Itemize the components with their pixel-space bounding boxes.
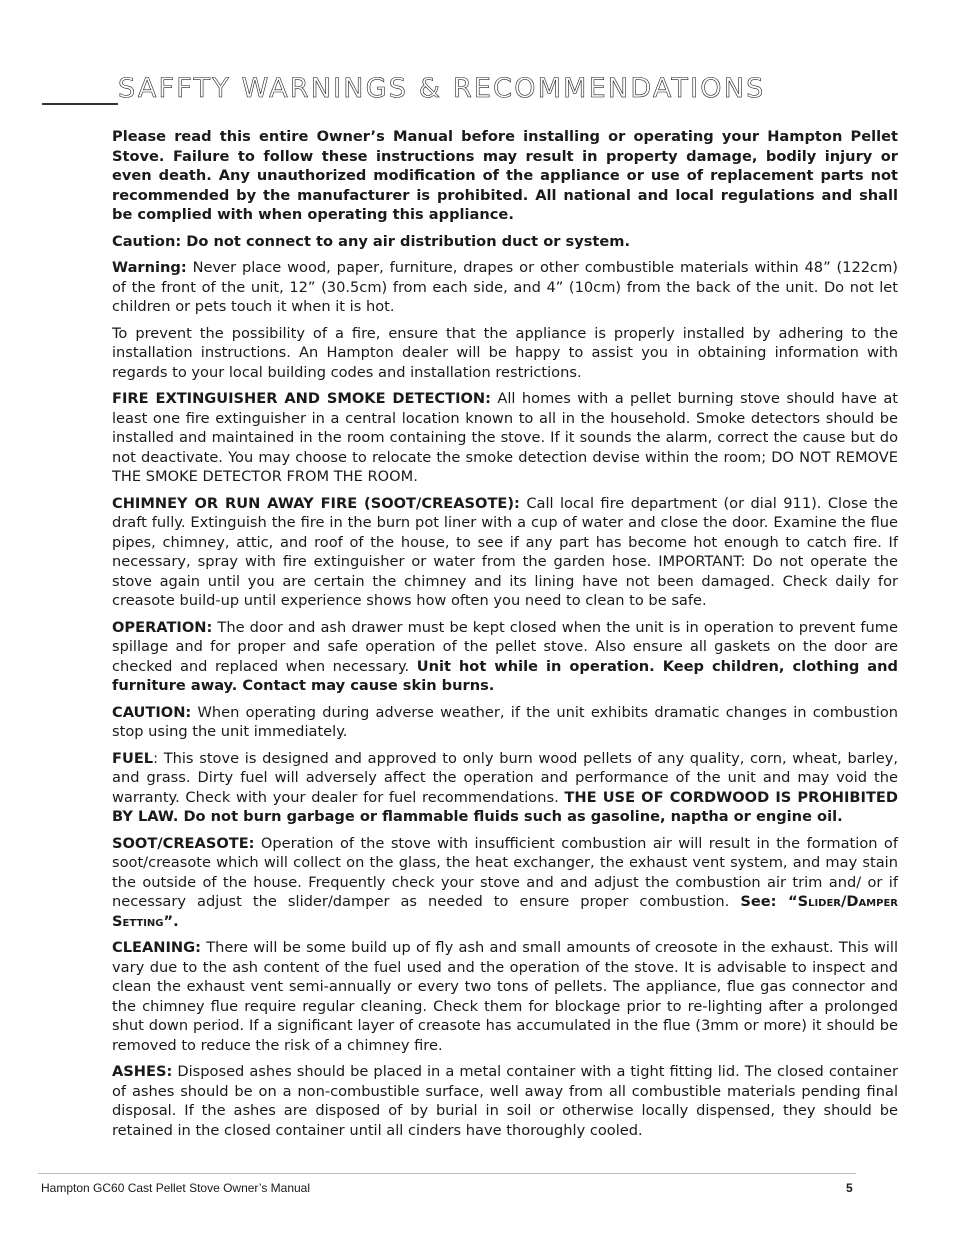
fuel-label: FUEL [112, 749, 154, 767]
fuel-text: : This stove is designed and approved to only burn wood pellets of any quality, corn, wheat, barley, and grass. Dirty fuel will adversely affect the operation and performance of the unit and may void the warranty. Check with your dealer for fuel recommendations. [112, 749, 898, 806]
fuel-bold-text: THE USE OF CORDWOOD IS PROHIBITED BY LAW. Do not burn garbage or flammable fluids such as gasoline, naptha or engine oil. [112, 788, 898, 825]
fire-extinguisher-label: FIRE EXTINGUISHER AND SMOKE DETECTION: [112, 390, 491, 407]
caution-weather-label: CAUTION: [112, 703, 192, 721]
soot-label: SOOT/CREASOTE: [112, 834, 255, 852]
chimney-paragraph [112, 494, 898, 611]
operation-label: OPERATION: [112, 618, 213, 636]
soot-paragraph [112, 834, 898, 932]
warning-label: Warning: [112, 259, 187, 276]
chimney-text: Call local fire department (or dial 911). Close the draft fully. Extinguish the fire in the burn pot liner with a cup of water and close the door. Examine the flue pipes, chimney, attic, and roof of the house, to see if any part has become hot enough to catch fire. If necessary, spray with fire extinguisher or water from the garden hose. IMPORTANT: Do not operate the stove again until you are certain the chimney and its lining have not been damaged. Check daily for creasote build-up until experience shows how often you need to clean to be safe. [112, 494, 899, 609]
soot-see-end: ”. [163, 912, 179, 930]
soot-see-label: See: “ [740, 893, 798, 910]
chimney-label: CHIMNEY OR RUN AWAY FIRE (SOOT/CREASOTE): [112, 494, 520, 512]
fire-extinguisher-paragraph [112, 389, 898, 487]
caution-weather-text: When operating during adverse weather, if the unit exhibits dramatic changes in combustion stop using the unit immediately. [112, 703, 898, 740]
footer-page-number: 5 [846, 1181, 853, 1195]
fuel-paragraph [112, 749, 898, 827]
soot-text: Operation of the stove with insufficient combustion air will result in the formation of soot/creasote which will collect on the glass, the heat exchanger, the exhaust vent system, and may stain the outside of the house. Frequently check your stove and and adjust the combustion air trim and/ or if necessary adjust the slider/damper as needed to ensure proper combustion. [112, 834, 898, 910]
soot-see-ref: Slider/Damper Setting [112, 893, 898, 930]
footer-manual-title: Hampton GC60 Cast Pellet Stove Owner’s Manual [41, 1181, 311, 1195]
ashes-paragraph [112, 1062, 898, 1140]
caution-duct: Caution: Do not connect to any air distribution duct or system. [112, 232, 631, 250]
warning-text: Never place wood, paper, furniture, drapes or other combustible materials within 48” (122cm) of the front of the unit, 12” (30.5cm) from each side, and 4” (10cm) from the back of the unit. Do not let children or pets touch it when it is hot. [112, 259, 898, 315]
warning-paragraph [112, 258, 898, 317]
fire-extinguisher-text: All homes with a pellet burning stove should have at least one fire extinguisher in a central location known to all in the household. Smoke detectors should be installed and maintained in the room containing the stove. If it sounds the alarm, correct the cause but do not deactivate. You may choose to relocate the smoke detection devise within the room; DO NOT REMOVE THE SMOKE DETECTOR FROM THE ROOM. [112, 390, 898, 485]
content [112, 127, 898, 1147]
operation-bold-text: Unit hot while in operation. Keep children, clothing and furniture away. Contact may cause skin burns. [112, 657, 898, 694]
ashes-text: Disposed ashes should be placed in a metal container with a tight fitting lid. The closed container of ashes should be on a non-combustible surface, well away from all combustible materials pending final disposal. If the ashes are disposed of by burial in soil or otherwise locally dispensed, they should be retained in the closed container until all cinders have thoroughly cooled. [112, 1063, 898, 1139]
prevent-fire-paragraph: To prevent the possibility of a fire, ensure that the appliance is properly installed by adhering to the installation instructions. An Hampton dealer will be happy to assist you in obtaining information with regards to your local building codes and installation restrictions. [112, 324, 898, 381]
operation-text: The door and ash drawer must be kept closed when the unit is in operation to prevent fume spillage and for proper and safe operation of the pellet stove. Also ensure all gaskets on the door are checked and replaced when necessary. [112, 618, 898, 675]
cleaning-paragraph [112, 938, 898, 1055]
footer-rule [38, 1173, 856, 1174]
intro-paragraph: Please read this entire Owner’s Manual before installing or operating your Hampton Pellet Stove. Failure to follow these instructions may result in property damage, bodily injury or even death. Any unauthorized modification of the appliance or use of replacement parts not recommended by the manufacturer is prohibited. All national and local regulations and shall be complied with when operating this appliance. [112, 128, 898, 223]
caution-weather-paragraph [112, 703, 898, 742]
operation-paragraph [112, 618, 898, 696]
page-title: SAFFTY WARNINGS & RECOMMENDATIONS [118, 72, 898, 108]
cleaning-label: CLEANING: [112, 939, 201, 956]
ashes-label: ASHES: [112, 1063, 173, 1080]
cleaning-text: There will be some build up of fly ash and small amounts of creosote in the exhaust. This will vary due to the ash content of the fuel used and the operation of the stove. It is advisable to inspect and clean the exhaust vent semi-annually or every two tons of pellets. The appliance, flue gas connector and the chimney flue require regular cleaning. Check them for blockage prior to re-lighting after a prolonged shut down period. If a significant layer of creasote has accumulated in the flue (3mm or more) it should be removed to reduce the risk of a chimney fire. [112, 939, 898, 1054]
